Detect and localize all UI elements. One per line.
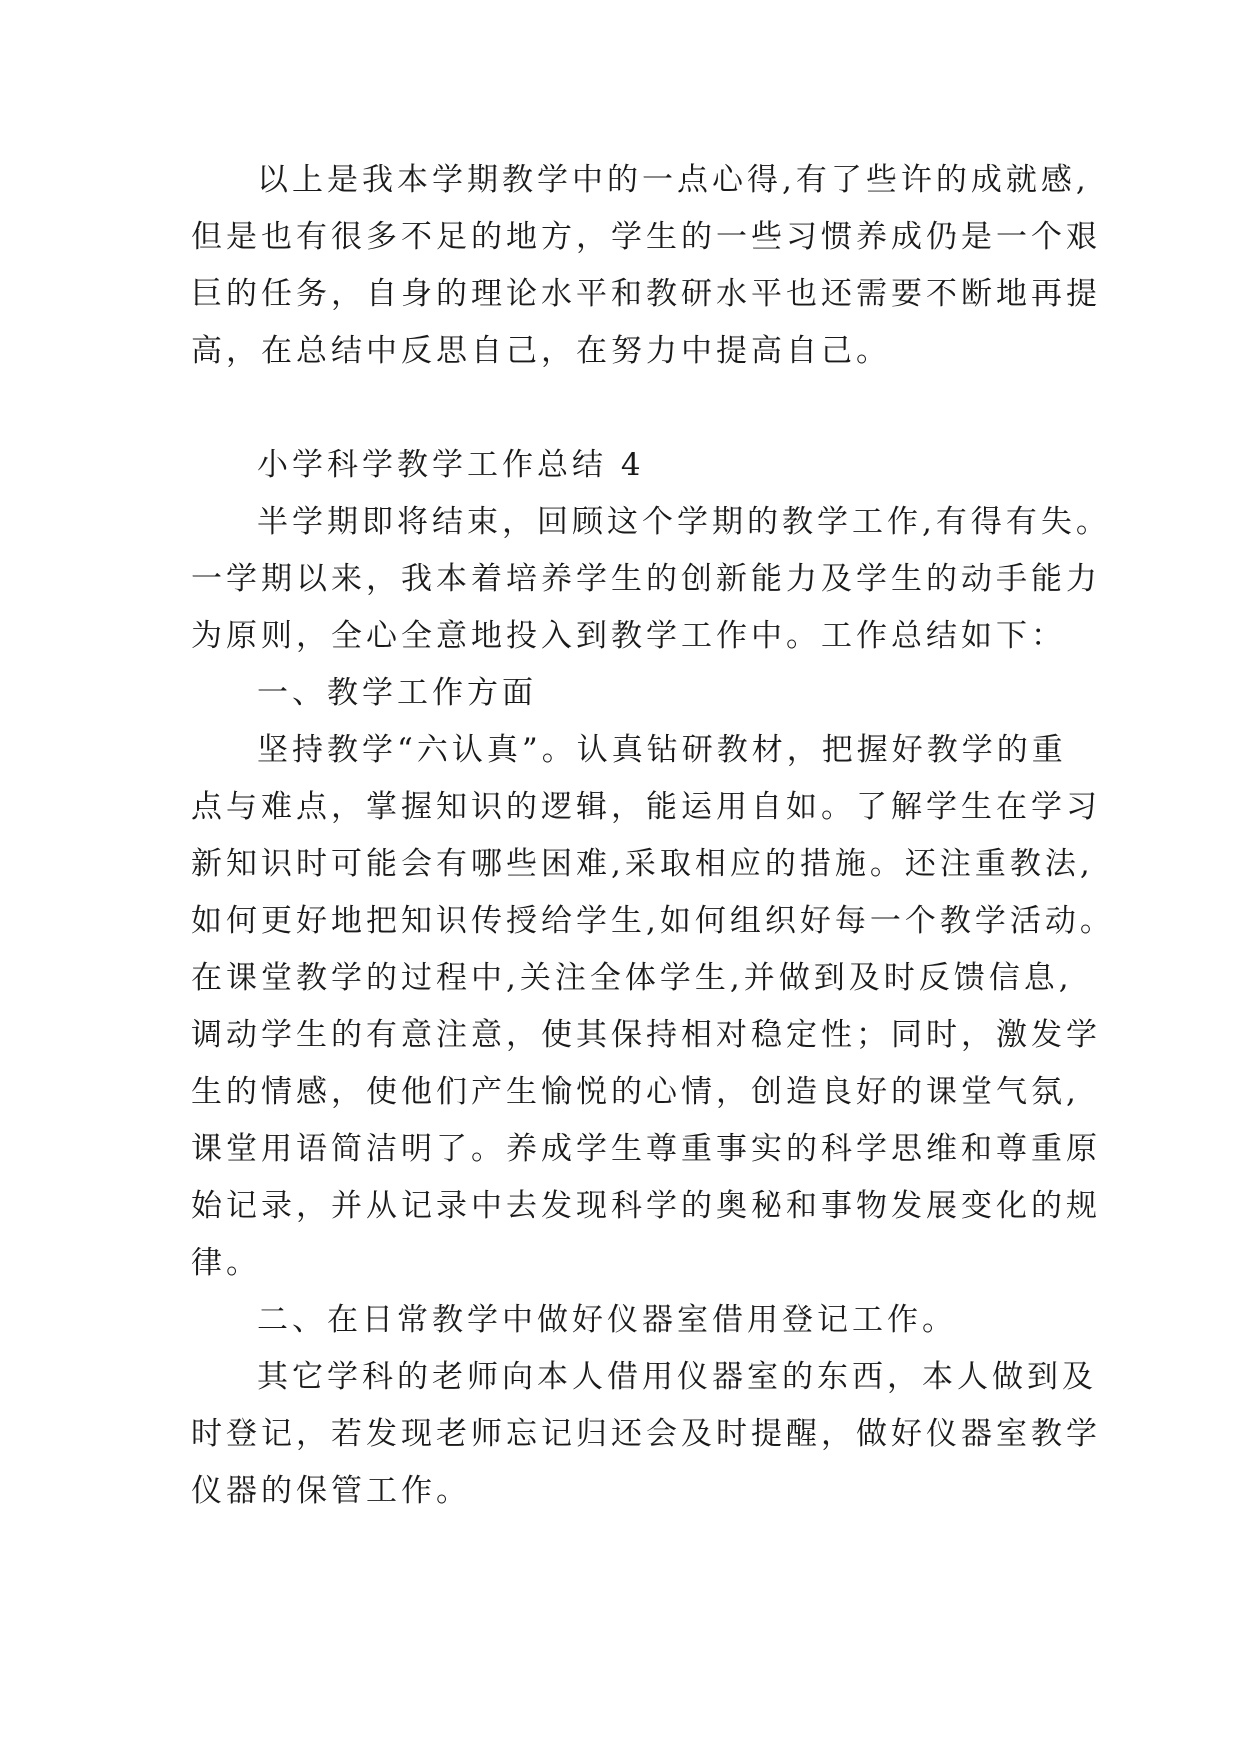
text-line: 在课堂教学的过程中,关注全体学生,并做到及时反馈信息,	[191, 960, 1073, 996]
text-line: 高，在总结中反思自己，在努力中提高自己。	[191, 333, 891, 369]
text-line: 生的情感，使他们产生愉悦的心情，创造良好的课堂气氛,	[191, 1074, 1080, 1110]
text-line: 调动学生的有意注意，使其保持相对稳定性；同时，激发学	[191, 1017, 1101, 1053]
text-line: 但是也有很多不足的地方，学生的一些习惯养成仍是一个艰	[191, 219, 1101, 255]
text-line: 始记录，并从记录中去发现科学的奥秘和事物发展变化的规	[191, 1188, 1101, 1224]
text-line: 新知识时可能会有哪些困难,采取相应的措施。还注重教法,	[191, 846, 1094, 882]
text-line: 时登记，若发现老师忘记归还会及时提醒，做好仪器室教学	[191, 1416, 1101, 1452]
text-line: 律。	[191, 1245, 261, 1281]
text-line: 其它学科的老师向本人借用仪器室的东西，本人做到及	[257, 1359, 1097, 1395]
text-line: 半学期即将结束，回顾这个学期的教学工作,有得有失。	[257, 504, 1111, 540]
text-line: 点与难点，掌握知识的逻辑，能运用自如。了解学生在学习	[191, 789, 1101, 825]
text-line: 为原则，全心全意地投入到教学工作中。工作总结如下：	[191, 618, 1066, 654]
paragraph-gap	[191, 380, 1091, 437]
text-line: 仪器的保管工作。	[191, 1473, 471, 1509]
section-heading: 二、在日常教学中做好仪器室借用登记工作。	[257, 1302, 957, 1338]
document-body	[191, 152, 1115, 1520]
section-heading: 一、教学工作方面	[257, 675, 537, 711]
text-line: 课堂用语简洁明了。养成学生尊重事实的科学思维和尊重原	[191, 1131, 1101, 1167]
section-title: 小学科学教学工作总结 4	[257, 447, 645, 483]
text-line: 如何更好地把知识传授给学生,如何组织好每一个教学活动。	[191, 903, 1115, 939]
text-line: 坚持教学“六认真”。认真钻研教材，把握好教学的重	[257, 732, 1067, 768]
text-line: 巨的任务，自身的理论水平和教研水平也还需要不断地再提	[191, 276, 1101, 312]
text-line: 以上是我本学期教学中的一点心得,有了些许的成就感,	[257, 162, 1090, 198]
text-line: 一学期以来，我本着培养学生的创新能力及学生的动手能力	[191, 561, 1101, 597]
